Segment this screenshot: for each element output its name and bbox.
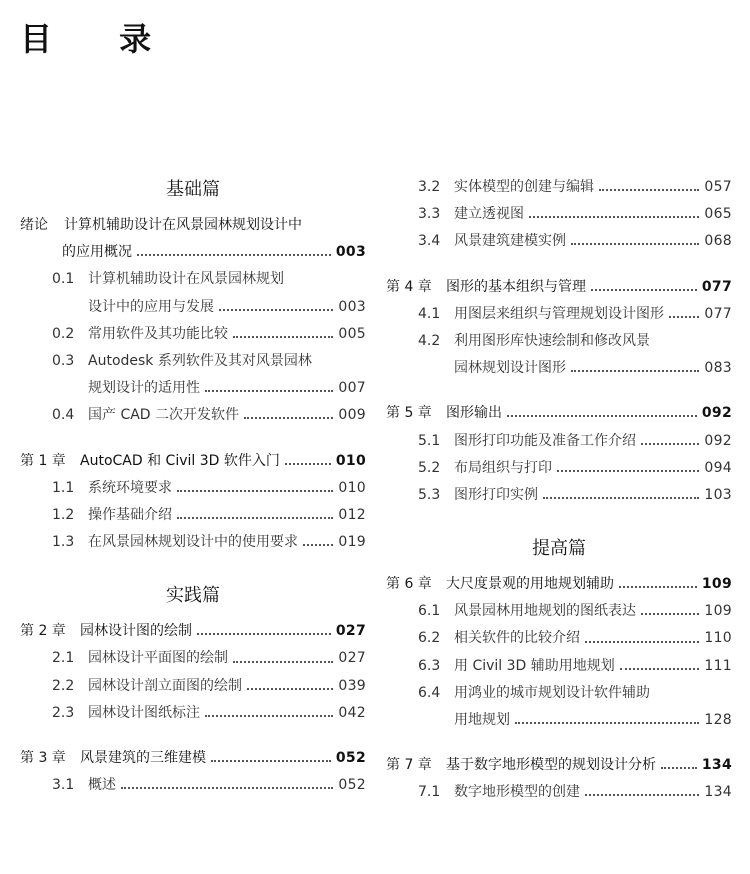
page-number: 042 <box>338 704 366 721</box>
page-number: 077 <box>704 305 732 322</box>
spacer <box>386 256 732 274</box>
toc-section-6-2[interactable] <box>386 625 732 652</box>
section-number: 3.2 <box>418 179 441 195</box>
section-title: 风景园林用地规划的图纸表达 <box>454 603 636 620</box>
section-title: 园林设计剖立面图的绘制 <box>88 677 242 694</box>
section-title: 数字地形模型的创建 <box>454 784 580 801</box>
page-number: 103 <box>704 486 732 503</box>
section-title-cont: 用地规划 <box>454 712 510 728</box>
toc-intro[interactable] <box>20 212 366 239</box>
page-number: 012 <box>338 506 366 523</box>
dot-leader <box>557 469 699 472</box>
chapter-number: 第 6 章 <box>386 576 432 593</box>
toc-section-0-3-cont[interactable] <box>20 375 366 402</box>
section-title: 常用软件及其功能比较 <box>88 325 228 342</box>
section-number: 2.2 <box>52 677 75 694</box>
section-number: 3.1 <box>52 777 75 794</box>
section-title-cont: 设计中的应用与发展 <box>88 298 214 315</box>
dot-leader <box>571 242 699 245</box>
dot-leader <box>303 543 333 546</box>
section-title: 国产 CAD 二次开发软件 <box>88 407 240 424</box>
toc-chapter-1[interactable] <box>20 448 366 475</box>
toc-section-0-1-cont[interactable] <box>20 294 366 321</box>
toc-section-5-2[interactable] <box>386 455 732 482</box>
section-title: 用 Civil 3D 辅助用地规划 <box>454 657 615 674</box>
dot-leader <box>515 721 699 724</box>
chapter-title: 图形的基本组织与管理 <box>446 278 586 295</box>
section-title: 相关软件的比较介绍 <box>454 630 580 647</box>
dot-leader <box>211 759 331 762</box>
page-number: 052 <box>335 750 366 766</box>
page-number: 027 <box>335 623 366 640</box>
toc-right-column <box>386 174 732 807</box>
section-title: 用图层来组织与管理规划设计图形 <box>454 305 664 322</box>
toc-section-3-3[interactable] <box>386 201 732 228</box>
toc-section-6-1[interactable] <box>386 598 732 625</box>
spacer <box>20 727 366 745</box>
dot-leader <box>137 253 331 256</box>
toc-section-1-1[interactable] <box>20 475 366 502</box>
page-number: 065 <box>704 206 732 223</box>
dot-leader <box>591 288 697 291</box>
toc-section-4-1[interactable] <box>386 301 732 328</box>
toc-section-7-1[interactable] <box>386 779 732 806</box>
page-number: 057 <box>704 179 732 195</box>
dot-leader <box>599 188 699 191</box>
toc-chapter-2[interactable] <box>20 618 366 645</box>
page-number: 109 <box>704 603 732 620</box>
toc-section-5-1[interactable] <box>386 428 732 455</box>
page-number: 092 <box>701 405 732 422</box>
section-number: 5.1 <box>418 432 441 449</box>
section-number: 2.1 <box>52 650 75 667</box>
section-title-cont: 规划设计的适用性 <box>88 380 200 397</box>
toc-section-3-1[interactable] <box>20 772 366 799</box>
section-title: 园林设计平面图的绘制 <box>88 650 228 667</box>
dot-leader <box>619 585 697 588</box>
section-title-cont: 园林规划设计图形 <box>454 360 566 377</box>
spacer <box>386 509 732 527</box>
dot-leader <box>197 632 331 635</box>
part-heading-practice: 实践篇 <box>166 585 220 607</box>
page-title: 目 录 <box>20 20 180 58</box>
dot-leader <box>620 667 700 670</box>
toc-section-0-2[interactable] <box>20 321 366 348</box>
page-number: 009 <box>338 407 366 424</box>
dot-leader <box>205 714 333 717</box>
section-title: 布局组织与打印 <box>454 459 552 476</box>
toc-section-6-4[interactable] <box>386 680 732 707</box>
section-title: Autodesk 系列软件及其对风景园林 <box>88 352 312 369</box>
section-number: 5.3 <box>418 486 441 503</box>
dot-leader <box>585 640 699 643</box>
dot-leader <box>571 369 699 372</box>
page-number: 010 <box>335 452 366 469</box>
dot-leader <box>244 416 333 419</box>
toc-chapter-5[interactable] <box>386 400 732 427</box>
section-title: 系统环境要求 <box>88 479 172 496</box>
toc-section-6-3[interactable] <box>386 653 732 680</box>
dot-leader <box>641 442 699 445</box>
section-number: 2.3 <box>52 704 75 721</box>
toc-chapter-4[interactable] <box>386 274 732 301</box>
dot-leader <box>233 335 333 338</box>
section-title: 风景建筑建模实例 <box>454 233 566 250</box>
toc-section-1-3[interactable] <box>20 529 366 556</box>
section-title: 计算机辅助设计在风景园林规划 <box>88 271 284 288</box>
toc-left-column <box>20 168 366 799</box>
section-number: 5.2 <box>418 459 441 476</box>
page-number: 052 <box>338 777 366 794</box>
toc-section-0-1[interactable] <box>20 266 366 293</box>
toc-intro-cont[interactable] <box>20 239 366 266</box>
page-number: 005 <box>338 325 366 342</box>
dot-leader <box>641 612 699 615</box>
section-number: 6.4 <box>418 684 441 701</box>
toc-section-3-4[interactable] <box>386 228 732 255</box>
section-title: 图形打印功能及准备工作介绍 <box>454 432 636 449</box>
chapter-number: 第 4 章 <box>386 278 432 295</box>
dot-leader <box>121 786 333 789</box>
chapter-number: 第 5 章 <box>386 405 432 422</box>
spacer <box>386 734 732 752</box>
toc-section-6-4-cont[interactable] <box>386 707 732 734</box>
spacer <box>386 382 732 400</box>
section-number: 4.1 <box>418 305 441 322</box>
dot-leader <box>177 516 333 519</box>
section-title: 图形打印实例 <box>454 486 538 503</box>
chapter-title: 园林设计图的绘制 <box>80 623 192 640</box>
chapter-number: 第 2 章 <box>20 623 66 640</box>
page-number: 134 <box>701 757 732 774</box>
section-title: 利用图形库快速绘制和修改风景 <box>454 332 650 349</box>
page-number: 110 <box>704 630 732 647</box>
dot-leader <box>247 687 333 690</box>
chapter-title-cont: 的应用概况 <box>62 244 132 261</box>
dot-leader <box>529 215 699 218</box>
chapter-title: AutoCAD 和 Civil 3D 软件入门 <box>80 452 280 469</box>
chapter-title: 大尺度景观的用地规划辅助 <box>446 576 614 593</box>
dot-leader <box>285 462 331 465</box>
toc-section-4-2[interactable] <box>386 328 732 355</box>
section-title: 园林设计图纸标注 <box>88 704 200 721</box>
section-number: 0.3 <box>52 352 75 369</box>
section-title: 操作基础介绍 <box>88 506 172 523</box>
section-number: 6.2 <box>418 630 441 647</box>
dot-leader <box>233 660 333 663</box>
section-number: 0.4 <box>52 407 75 424</box>
part-heading-advanced: 提高篇 <box>532 538 586 560</box>
section-number: 1.1 <box>52 479 75 496</box>
page-number: 111 <box>704 657 732 674</box>
page-number: 027 <box>338 650 366 667</box>
chapter-number: 绪论 <box>20 217 48 233</box>
page-number: 077 <box>701 278 732 295</box>
page-number: 003 <box>335 244 366 261</box>
page-number: 109 <box>701 576 732 593</box>
toc-section-2-2[interactable] <box>20 673 366 700</box>
section-number: 1.3 <box>52 534 75 551</box>
toc-chapter-3[interactable] <box>20 745 366 772</box>
toc-section-0-3[interactable] <box>20 348 366 375</box>
chapter-title: 基于数字地形模型的规划设计分析 <box>446 757 656 774</box>
section-title: 实体模型的创建与编辑 <box>454 179 594 195</box>
page-number: 094 <box>704 459 732 476</box>
toc-section-4-2-cont[interactable] <box>386 355 732 382</box>
spacer <box>20 556 366 574</box>
dot-leader <box>219 308 333 311</box>
section-title: 用鸿业的城市规划设计软件辅助 <box>454 684 650 701</box>
section-number: 3.4 <box>418 233 441 250</box>
toc-section-2-3[interactable] <box>20 700 366 727</box>
chapter-number: 第 1 章 <box>20 452 66 469</box>
section-number: 0.2 <box>52 325 75 342</box>
page-number: 083 <box>704 360 732 377</box>
toc-section-5-3[interactable] <box>386 482 732 509</box>
page-number: 010 <box>338 479 366 496</box>
section-number: 0.1 <box>52 271 75 288</box>
dot-leader <box>669 315 699 318</box>
page-number: 068 <box>704 233 732 250</box>
part-heading-basic: 基础篇 <box>166 179 220 200</box>
page-number: 007 <box>338 380 366 397</box>
section-title: 在风景园林规划设计中的使用要求 <box>88 534 298 551</box>
section-number: 4.2 <box>418 332 441 349</box>
toc-section-1-2[interactable] <box>20 502 366 529</box>
section-number: 6.1 <box>418 603 441 620</box>
section-number: 3.3 <box>418 206 441 223</box>
toc-section-2-1[interactable] <box>20 645 366 672</box>
chapter-number: 第 7 章 <box>386 757 432 774</box>
dot-leader <box>205 389 333 392</box>
toc-section-3-2[interactable] <box>386 174 732 201</box>
section-number: 6.3 <box>418 657 441 674</box>
toc-section-0-4[interactable] <box>20 402 366 429</box>
page-number: 003 <box>338 298 366 315</box>
chapter-title: 图形输出 <box>446 405 502 422</box>
dot-leader <box>585 793 699 796</box>
page-number: 092 <box>704 432 732 449</box>
section-number: 7.1 <box>418 784 441 801</box>
toc-chapter-7[interactable] <box>386 752 732 779</box>
toc-chapter-6[interactable] <box>386 571 732 598</box>
chapter-title: 风景建筑的三维建模 <box>80 750 206 766</box>
dot-leader <box>661 766 697 769</box>
page-number: 019 <box>338 534 366 551</box>
section-title: 建立透视图 <box>454 206 524 223</box>
page-number: 134 <box>704 784 732 801</box>
dot-leader <box>177 489 333 492</box>
dot-leader <box>507 414 697 417</box>
chapter-title: 计算机辅助设计在风景园林规划设计中 <box>64 217 302 233</box>
page-number: 128 <box>704 712 732 728</box>
spacer <box>20 430 366 448</box>
section-number: 1.2 <box>52 506 75 523</box>
chapter-number: 第 3 章 <box>20 750 66 766</box>
dot-leader <box>543 496 699 499</box>
section-title: 概述 <box>88 777 116 794</box>
page-number: 039 <box>338 677 366 694</box>
